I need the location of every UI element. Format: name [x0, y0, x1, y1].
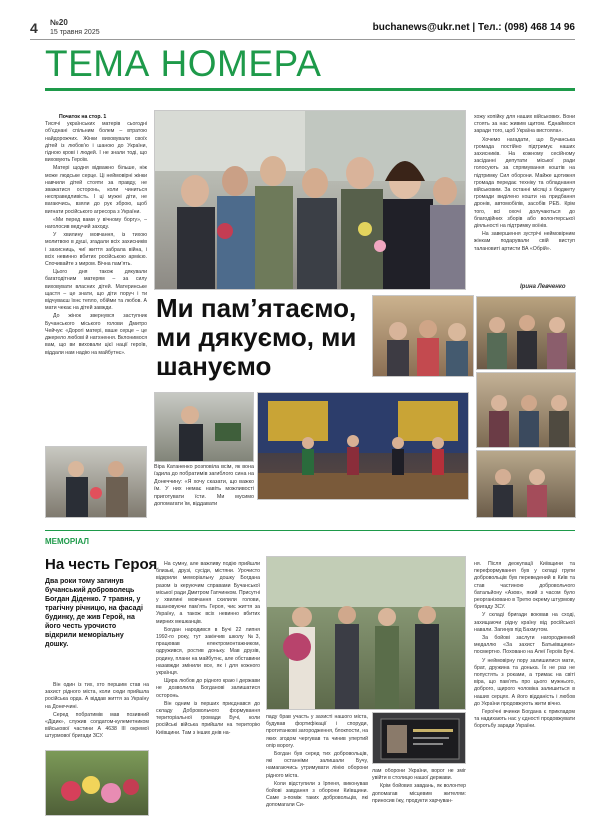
paragraph: Він одним із перших приєднався до складу Добровольчого формування територіальної громади Бучі, коли російські війська прийшли на територію Київщини. Там з інших днів на-: [156, 700, 260, 736]
main-photo-women-with-flowers: [154, 110, 466, 290]
rubric-title: ТЕМА НОМЕРА: [45, 43, 322, 84]
paragraph: ня. Після деокупації Київщини та переформування був у складі групи добровольців був переведений в Київ та став частиною добровольчого батальйону «Азов», який з часом було реорганізовано в Третю окрему штурмову бригаду ЗСУ.: [474, 561, 575, 611]
photo-illustration: [267, 557, 466, 710]
paragraph: На сумну, але важливу подію прийшли близькі, друзі, сусіди, містяни. Урочисто відкрили меморіальну дошку Богдана разом із керуючим справами Бучанської міської ради Дмитром Гапчинком. Присутні у хвилині мовчання схилили голови, вшановуючи пам’ять Героя, чиє життя за Україну, а також всіх невинно вбитих мирних мешканців.: [156, 561, 260, 625]
continued-label: Початок на стор. 1: [59, 114, 107, 120]
paragraph: На завершення зустрічі неймовірним жінкам подарували свій виступ талановиті артисти ВА «Обрій».: [474, 231, 575, 252]
paragraph: хожу копійку для наших військових. Вони стоять за нас живим щитом. Єднаймося заради того, щоб Україна вистояла».: [474, 114, 575, 135]
photo-memorial-plaque: [372, 712, 466, 764]
photo-illustration: [155, 393, 254, 462]
paragraph: У неймовірну пору залишилися мати, брат, дружина та донька. Їх не раз не попустять з роками, а тримає на світі віра, що пам’ять про цього мужнього, доброго, щирого чоловіка залишиться в наших серцях. А його відданість і любов до України продовжують жити вічно.: [474, 657, 575, 707]
photo-audience-3: [476, 372, 576, 448]
paragraph: Богдан був серед тих добровольців, які останніми залишали Бучу, намагаючись утримувати лінію оборони рідного міста.: [266, 751, 368, 779]
memorial-col1: [45, 682, 149, 748]
main-article-col3: [474, 114, 575, 282]
article-author: Ірина Левченко: [520, 284, 566, 290]
photo-handshake: [45, 446, 147, 518]
paragraph: Коли відступили з Ірпеня, виконував бойові завдання з оборони Київщини. Саме з-поміж таких добровольців, які допомагали Си-: [266, 780, 368, 809]
photo-illustration: [155, 111, 466, 290]
paragraph: Тисячі українських матерів сьогодні об’єднані спільним болем – втратою найдорожчих. Жінки виховували своїх дітей із любов’ю і шаною до України, гідною крові і людей. І не знали тоді, що виховують Героїв.: [45, 121, 147, 164]
memorial-title: На честь Героя: [45, 556, 158, 573]
main-headline: Ми пам’ятаємо, ми дякуємо, ми шануємо: [148, 290, 370, 390]
paragraph: У хвилину мовчання, із тихою молитвою в душі, згадали всіх захисників і захисниць, чиї життя забрала війна, і всіх невинно вбитих російською армією. Спочивайте з миром. Вічна пам’ять.: [45, 232, 147, 268]
photo-illustration: [477, 373, 576, 448]
photo-audience-seated: [372, 295, 474, 377]
photo-flowers-wreath: [45, 750, 149, 816]
memorial-col4: [372, 768, 466, 818]
photo-illustration: [46, 751, 149, 816]
photo-illustration: [46, 447, 147, 518]
paragraph: Щира любов до рідного краю і держави не дозволила Богданові залишатися осторонь.: [156, 678, 260, 699]
paragraph: За бойові заслуги нагороджений медаллю «За захист Батьківщини» посмертно. Поховано на Алеї Героїв Бучі.: [474, 635, 575, 656]
paragraph: Крім бойових завдань, як волонтер допомагав місцевим жителям: приносив їжу, продукти харчуван-: [372, 783, 466, 804]
photo-audience-2: [476, 296, 576, 370]
issue-date: 15 травня 2025: [50, 29, 100, 36]
page-number: 4: [30, 20, 38, 36]
photo-illustration: [477, 297, 576, 370]
photo-illustration: [477, 451, 576, 518]
paragraph: Хочемо нагадати, що Бучанська громада постійно підтримує наших захисників. На кожному сесійному засіданні депутати міської ради голосують за спрямування коштів на підтримку Сил оборони. Майже щотижня громада передає техніку та обладнання військовим. За останні місяці з бюджету громади виділено кошти на придбання дронів, автомобілів, засобів РЕБ. Крім того, всі охочі долучаються до благодійних зборів або волонтерської діяльності на підтримку воїнів.: [474, 136, 575, 230]
memorial-plaque-icon: [373, 713, 466, 764]
photo-illustration: [258, 393, 469, 500]
photo-stage-performers: [257, 392, 469, 500]
paragraph: Цього дня також дякували багатодітним матерям – за силу виховувати власних дітей. Материнське щастя – це знати, що діти поруч і ти відчуваєш їхнє тепло, обійми та любов. А мати чекає на дітей завжди.: [45, 269, 147, 312]
contact-info: buchanews@ukr.net | Тел.: (098) 468 14 96: [372, 22, 575, 33]
paragraph: До жінок звернувся заступник Бучанського міського голови Дмитро Чейчук: «Дорогі матері, ваше серце – це джерело любові й натхнення. Вклонимося вам, що ви виховали цієї нації героїв, віддали нам надію на майбутнє».: [45, 313, 147, 356]
photo-memorial-ceremony: [266, 556, 466, 710]
photo-audience-4: [476, 450, 576, 518]
paragraph: паду брав участь у захисті нашого міста, будував фортифікації і споруди, протитанкові загородження, блокпости, на яких згодом чергував та чинив упертий опір ворогу.: [266, 714, 368, 749]
rubric-underline: [45, 88, 575, 91]
memorial-lead: Два роки тому загинув бучанський доброволець Богдан Діденко. 7 травня, у трагічну річницю, на фасаді будинку, де жив Герой, на його честь урочисто відкрили меморіальну дошку.: [45, 578, 143, 648]
memorial-col2: [156, 561, 260, 819]
main-article-col1: [45, 114, 147, 469]
paragraph: Серед побратимів мав позивний «Дідик», служив солдатом-кулеметником військової частини А 4638 III окремої штурмової бригади ЗСУ.: [45, 711, 149, 740]
paragraph: лам оборони України, ворог не зміг увійти в столицю нашої держави.: [372, 768, 466, 782]
memorial-section-label: МЕМОРІАЛ: [45, 537, 89, 546]
photo-caption: Віра Катаненко розповіла всім, як вона їздила до побратимів загиблого сина на Донеччину: «Я хочу сказати, що важко їм. У них немає навіть можливості приготувати їсти. Ми мусимо допомагати їм, віддавати: [154, 464, 254, 508]
memorial-col3: [266, 714, 368, 819]
paragraph: Героїчні вчинки Богдана є прикладом та надихають нас у єдності продовжувати боротьбу заради України.: [474, 709, 575, 730]
issue-number: №20: [50, 18, 68, 27]
memorial-divider: [45, 530, 575, 531]
paragraph: У складі бригади воював на сході, захищаючи рідну країну від російської навали. Загинув під Бахмутом.: [474, 612, 575, 633]
paragraph: Він один із тих, хто першим став на захист рідного міста, коли сюди прийшла російська орда. А віддав життя за Україну на Донеччині.: [45, 682, 149, 710]
page-header: [30, 18, 575, 40]
photo-illustration: [373, 296, 474, 377]
paragraph: «Ми перед вами у вічному боргу», – наголосив ведучий заходу.: [45, 216, 147, 231]
paragraph: Матері щодня відважно більше, ніж може людське серце. Ці неймовірні жінки навчили дітей стояти за правду, не зважатися осторонь, коли чиниться несправедливість. І ці мужні діти, не вагаючись, взяли до рук зброю, щоб вигнати російського агресора з України.: [45, 165, 147, 215]
issue-info: [50, 18, 100, 37]
paragraph: Богдан народився в Бучі 22 липня 1992-го року, тут закінчив школу №3, працював електромонтажником, одружився, ростив доньку. Мав друзів, родину, плани на майбутнє, але обставини назавжди змінили все, як і для кожного українця.: [156, 626, 260, 677]
photo-official-speaking: [154, 392, 254, 462]
memorial-col5: [474, 561, 575, 819]
